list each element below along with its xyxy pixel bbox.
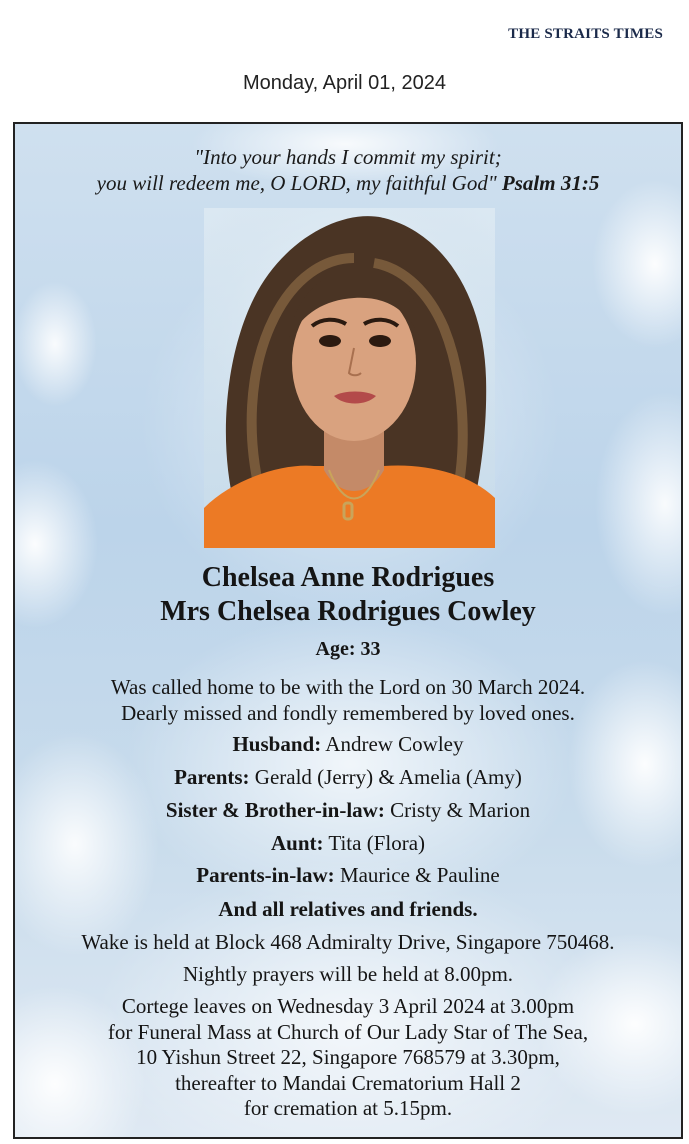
relative-label: Husband: [232,732,322,756]
relative-label: Parents-in-law: [196,863,335,887]
called-home-text: Was called home to be with the Lord on 30 March 2024. [110,675,586,699]
relative-label: Aunt: [270,831,324,855]
relative-husband [15,732,681,757]
relative-parents-in-law [15,863,681,888]
remembered-text: Dearly missed and fondly remembered by loved ones. [121,701,575,725]
masthead-logo: THE STRAITS TIMES [508,26,663,42]
portrait-photo [204,208,495,548]
cortege-details [15,994,681,1122]
married-name: Mrs Chelsea Rodrigues Cowley [160,596,536,627]
relative-value: Andrew Cowley [325,732,464,756]
cortege-line: Cortege leaves on Wednesday 3 April 2024 at 3.00pm [121,994,575,1018]
publication-date: Monday, April 01, 2024 [242,72,447,94]
verse-text: you will redeem me, O LORD, my faithful God" [96,171,497,195]
cortege-line: for Funeral Mass at Church of Our Lady Star of The Sea, [107,1019,589,1044]
deceased-name: Chelsea Anne Rodrigues [201,562,495,593]
prayers-details: Nightly prayers will be held at 8.00pm. [182,962,514,986]
portrait-illustration [204,208,495,548]
cortege-line: thereafter to Mandai Crematorium Hall 2 [175,1070,521,1095]
verse-line-1: "Into your hands I commit my spirit; [194,145,502,169]
verse-reference: Psalm 31:5 [501,171,600,195]
obituary-notice [13,122,683,1139]
relative-sister [15,798,681,823]
relative-value: Tita (Flora) [328,831,426,855]
relative-label: Parents: [174,765,250,789]
age: Age: 33 [315,638,381,660]
bible-verse [15,144,681,196]
cortege-line: 10 Yishun Street 22, Singapore 768579 at 3.30pm, [136,1045,560,1069]
relative-value: Maurice & Pauline [339,863,500,887]
relative-aunt [15,831,681,856]
relative-parents [15,765,681,790]
relative-label: Sister & Brother-in-law: [165,798,385,822]
relative-value: Cristy & Marion [390,798,531,822]
wake-details: Wake is held at Block 468 Admiralty Drive, Singapore 750468. [81,930,615,954]
all-relatives-text: And all relatives and friends. [218,897,478,921]
verse-line-2 [15,170,681,196]
relative-value: Gerald (Jerry) & Amelia (Amy) [254,765,522,789]
cortege-line: for cremation at 5.15pm. [243,1096,453,1120]
